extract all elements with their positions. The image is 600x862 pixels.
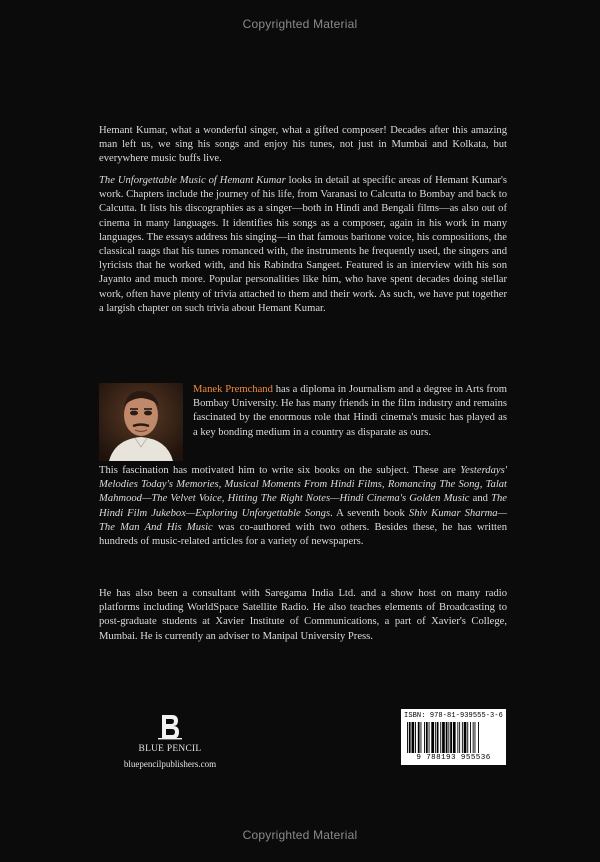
author-bio-text: has a diploma in Journalism and a degree in Arts from Bombay University. He has many friends in the film industry and remains fascinated by the enormous role that Hindi cinema's music has played as a key bonding medium in a country as disparate as ours. — [193, 384, 507, 438]
book-title-3: Shiv Kumar Sharma—The Man And His Music — [99, 507, 507, 533]
intro-paragraph — [99, 124, 507, 167]
overview-text: looks in detail at specific areas of Hemant Kumar's work. Chapters include the journey of his life, from Varanasi to Calcutta to Bombay and back to Calcutta. It lists his discographies as a singer—both in Hindi and Bengali films—as also out of cinema in many languages. It identifies his songs as a composer, again in his work in many languages. The essays address his singing—in that famous baritone voice, his compositions, the classical raags that his tunes romanced with, the instruments he frequently used, the singers and lyricists that he worked with, and his Rabindra Sangeet. Featured is an interview with his son Jayanto and much more. Popular personalities like him, who have spent decades doing stellar work, often have plenty of trivia attached to them and their work. As such, we have put together a largish chapter on such trivia about Hemant Kumar. — [99, 175, 508, 314]
books-text-4: was co-authored with two others. Besides these, he has written hundreds of music-related articles for a variety of newspapers. — [99, 521, 508, 548]
publisher-url: bluepencilpublishers.com — [123, 759, 217, 769]
isbn-barcode — [401, 709, 506, 765]
book-title: The Unforgettable Music of Hemant Kumar — [99, 175, 286, 186]
books-text-3: . A seventh book — [330, 507, 409, 519]
blue-pencil-b-logo-icon — [155, 712, 185, 742]
consultant-text: He has also been a consultant with Saregama India Ltd. and a show host on many radio platforms including WorldSpace Satellite Radio. He also teaches elements of Broadcasting to post-graduate students at Xavier Institute of Communications, a part of Xavier's College, Mumbai. He is currently an adviser to Manipal University Press. — [99, 588, 507, 642]
overview-paragraph — [99, 174, 507, 316]
watermark-bottom: Copyrighted Material — [242, 828, 358, 842]
books-text-2: and — [469, 493, 492, 505]
book-title-2: The Hindi Film Jukebox—Exploring Unforgettable Songs — [99, 493, 507, 519]
books-paragraph — [99, 464, 507, 549]
barcode-digits: 9 788193 955536 — [416, 754, 491, 762]
isbn-label: ISBN: 978-81-939555-3-6 — [404, 712, 503, 720]
publisher-name: BLUE PENCIL — [138, 744, 202, 754]
books-text-1: This fascination has motivated him to write six books on the subject. These are — [99, 465, 461, 476]
book-titles-1: Yesterdays' Melodies Today's Memories, Musical Moments From Hindi Films, Romancing The Song, Talat Mahmood—The Velvet Voice, Hitting The Right Notes—Hindi Cinema's Golden Music — [99, 465, 507, 505]
author-photo — [99, 383, 183, 461]
intro-text: Hemant Kumar, what a wonderful singer, what a gifted composer! Decades after this amazing man left us, we sing his songs and enjoy his tunes, not just in Mumbai and Kolkata, but everywhere music buffs live. — [99, 125, 507, 165]
consultant-paragraph — [99, 587, 507, 644]
publisher-block — [110, 712, 230, 769]
author-name: Manek Premchand — [193, 384, 273, 395]
author-bio — [193, 383, 507, 440]
watermark-top: Copyrighted Material — [242, 17, 358, 31]
